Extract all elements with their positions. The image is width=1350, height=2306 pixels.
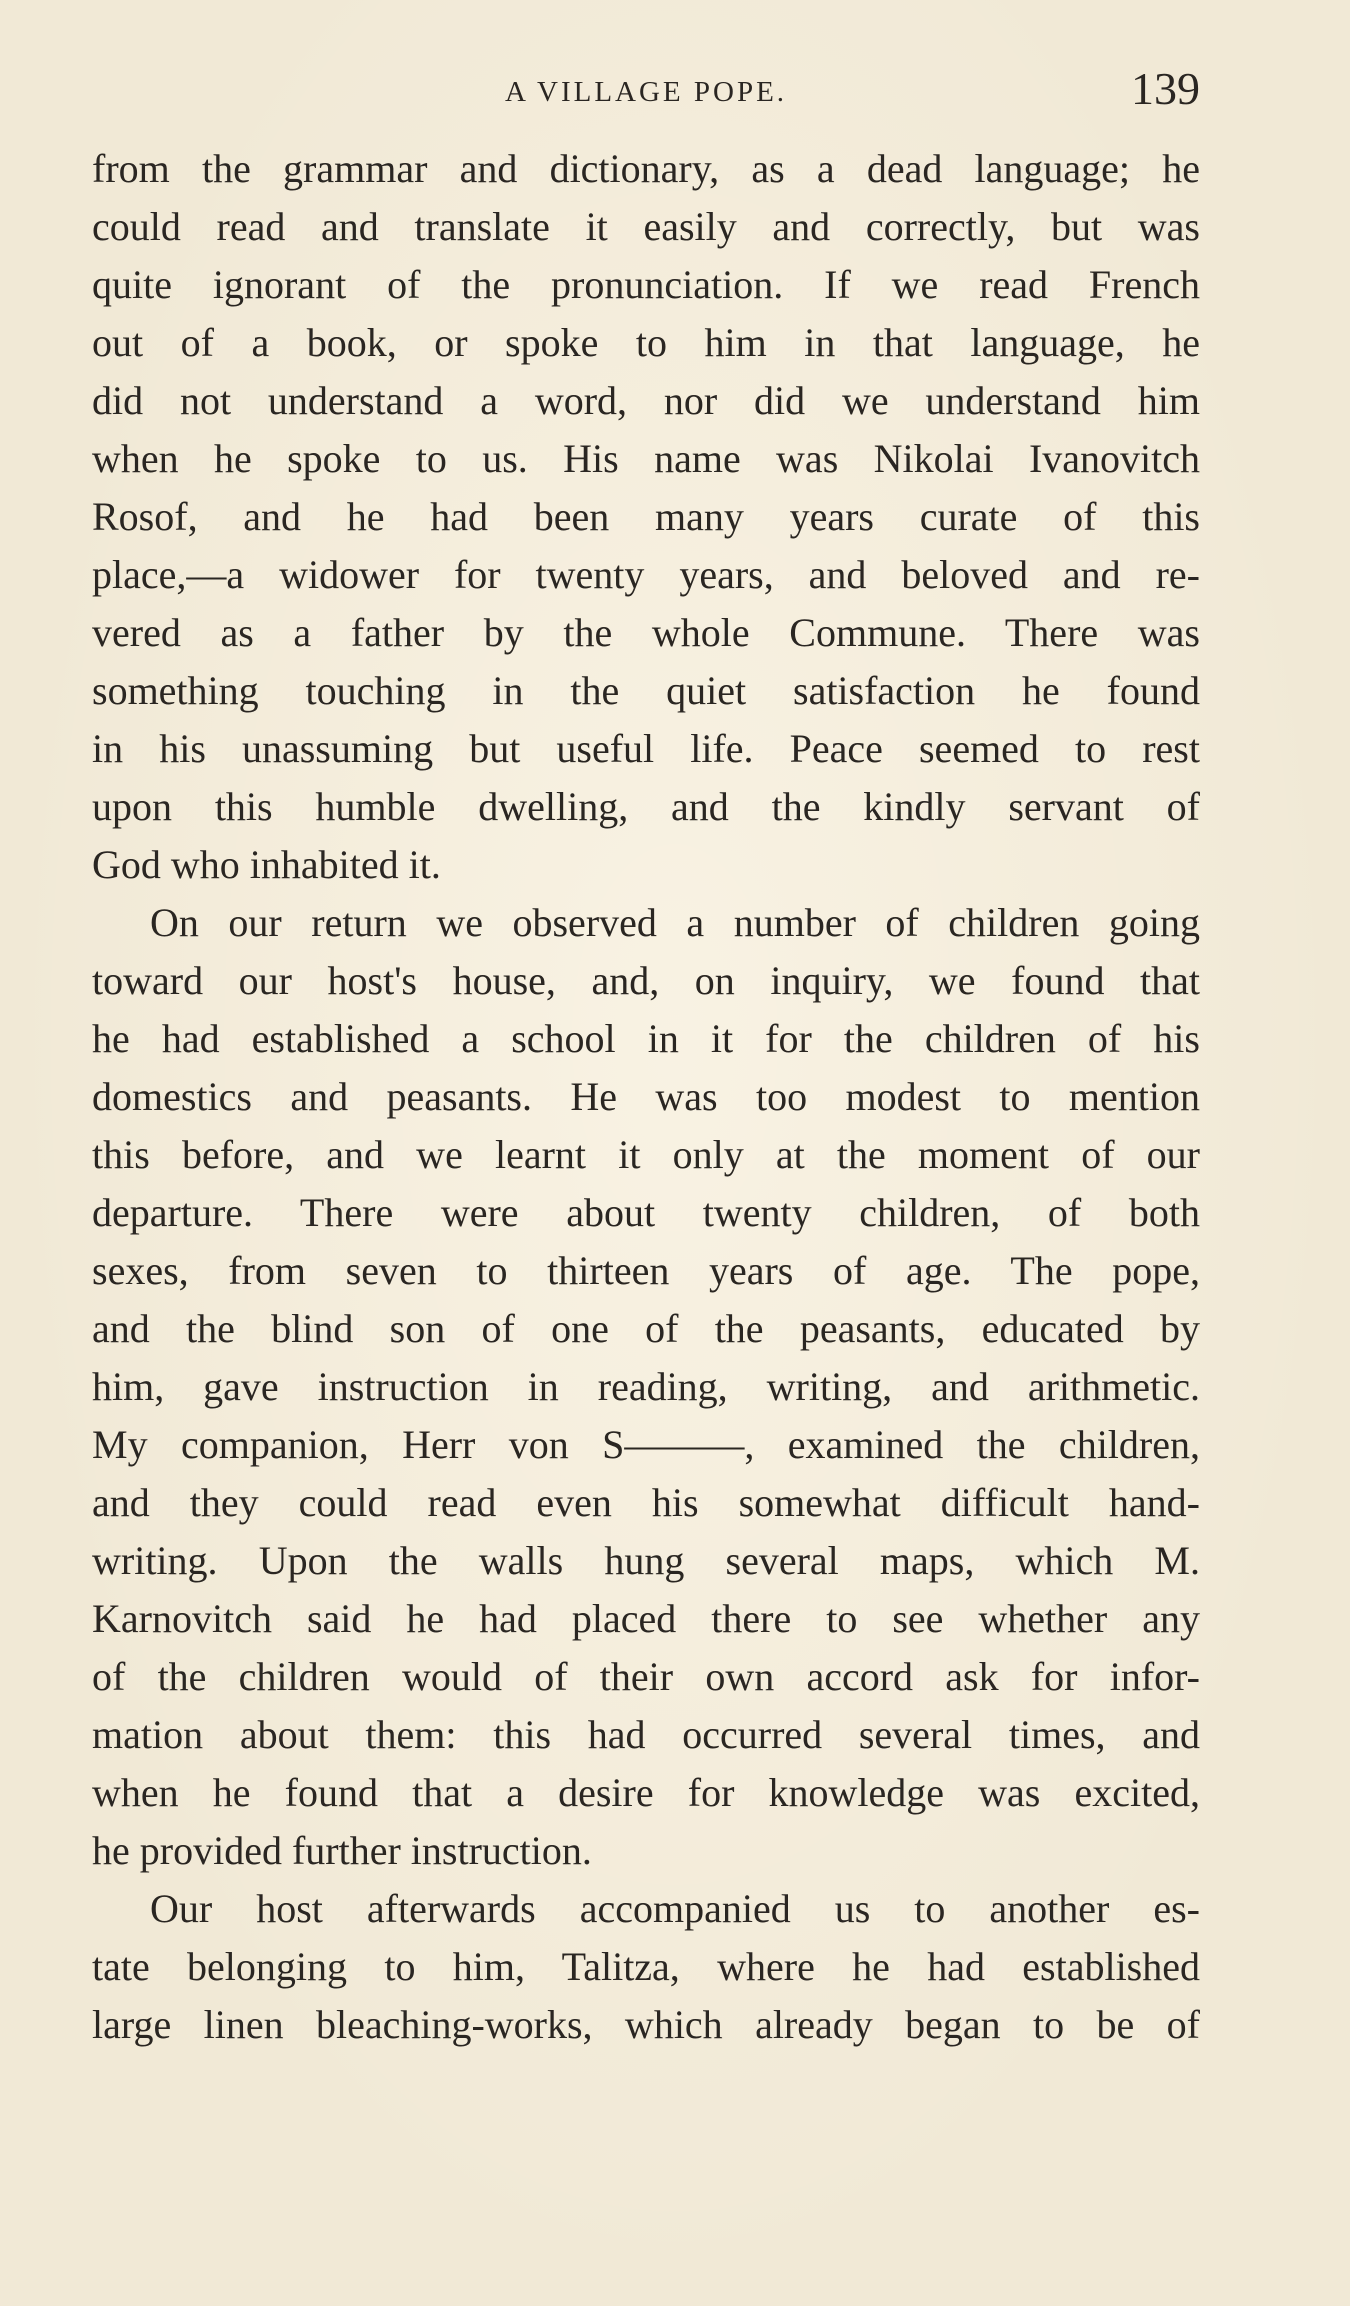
text-line: him, gave instruction in reading, writing, and arithmetic. <box>92 1364 1200 1409</box>
text-line: could read and translate it easily and correctly, but was <box>92 204 1200 249</box>
text-line: My companion, Herr von S———, examined the children, <box>92 1422 1200 1467</box>
text-line: domestics and peasants. He was too modest to mention <box>92 1074 1200 1119</box>
body-text <box>92 140 1200 2054</box>
text-line: large linen bleaching-works, which already began to be of <box>92 2002 1200 2047</box>
text-line: departure. There were about twenty children, of both <box>92 1190 1200 1235</box>
text-line: writing. Upon the walls hung several maps, which M. <box>92 1538 1200 1583</box>
text-line: quite ignorant of the pronunciation. If we read French <box>92 262 1200 307</box>
running-title: A VILLAGE POPE. <box>504 76 788 108</box>
paragraph <box>92 894 1200 1880</box>
text-line: place,—a widower for twenty years, and beloved and re- <box>92 552 1200 597</box>
paragraph <box>92 1880 1200 2054</box>
page-header <box>92 62 1200 122</box>
text-line: and the blind son of one of the peasants, educated by <box>92 1306 1200 1351</box>
text-line: he had established a school in it for the children of his <box>92 1016 1200 1061</box>
text-line: vered as a father by the whole Commune. There was <box>92 610 1200 655</box>
text-line: when he spoke to us. His name was Nikolai Ivanovitch <box>92 436 1200 481</box>
text-line: he provided further instruction. <box>92 1828 592 1873</box>
text-line: sexes, from seven to thirteen years of age. The pope, <box>92 1248 1200 1293</box>
text-line: Our host afterwards accompanied us to another es- <box>150 1886 1200 1931</box>
text-line: tate belonging to him, Talitza, where he had established <box>92 1944 1200 1989</box>
text-line: out of a book, or spoke to him in that language, he <box>92 320 1200 365</box>
text-line: toward our host's house, and, on inquiry, we found that <box>92 958 1200 1003</box>
text-line: from the grammar and dictionary, as a dead language; he <box>92 146 1200 191</box>
text-line: God who inhabited it. <box>92 842 441 887</box>
text-line: something touching in the quiet satisfaction he found <box>92 668 1200 713</box>
text-line: this before, and we learnt it only at the moment of our <box>92 1132 1200 1177</box>
text-line: Rosof, and he had been many years curate of this <box>92 494 1200 539</box>
text-line: Karnovitch said he had placed there to see whether any <box>92 1596 1200 1641</box>
text-line: did not understand a word, nor did we understand him <box>92 378 1200 423</box>
page-number: 139 <box>1131 63 1200 114</box>
text-line: of the children would of their own accord ask for infor- <box>92 1654 1200 1699</box>
text-line: upon this humble dwelling, and the kindly servant of <box>92 784 1200 829</box>
text-line: when he found that a desire for knowledge was excited, <box>92 1770 1200 1815</box>
text-line: On our return we observed a number of children going <box>150 900 1200 945</box>
text-line: mation about them: this had occurred several times, and <box>92 1712 1200 1757</box>
text-line: and they could read even his somewhat difficult hand- <box>92 1480 1200 1525</box>
text-line: in his unassuming but useful life. Peace seemed to rest <box>92 726 1200 771</box>
paragraph <box>92 140 1200 894</box>
